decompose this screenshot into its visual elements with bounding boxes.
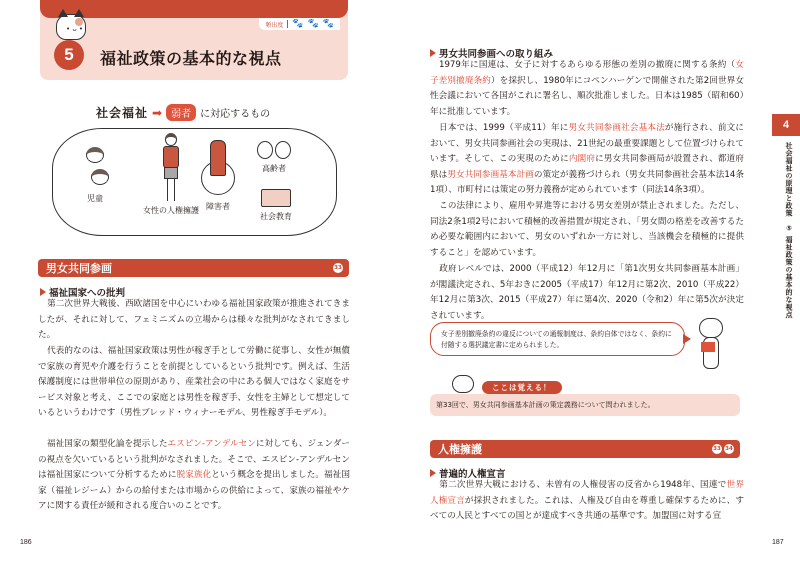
- triangle-bullet-icon: [430, 469, 436, 477]
- page-number: 187: [772, 539, 784, 546]
- paw-icon: 🐾: [307, 18, 319, 29]
- paragraph: 第二次世界大戦における、未曽有の人権侵害の反省から1948年、国連で世界人権宣言が採択されました。これは、人権及び自由を尊重し確保するために、すべての人民とすべての国とが達成すべき共通の基準です。加盟国に対する宣: [430, 480, 744, 522]
- right-page: [400, 0, 800, 568]
- paragraph: 日本では、1999（平成11）年に男女共同参画社会基本法が施行され、前文において、男女共同参画社会の実現は、21世紀の最重要課題として位置づけられています。そして、この実現のために内閣府に男女共同参画局が設置され、都道府県は男女共同参画基本計画の策定が義務づけられ（男女共同参画社会基本法14条1項）、市町村には策定の努力義務が定められています（同法14条3項）。: [430, 123, 744, 196]
- triangle-bullet-icon: [430, 49, 436, 57]
- disabled-label: 障害者: [206, 202, 230, 211]
- exam-round-badge: 33: [334, 265, 342, 271]
- woman-icon: [161, 133, 181, 203]
- illustration-highlight: 弱者: [166, 104, 196, 121]
- cat-mascot-icon: [452, 375, 474, 393]
- subsection-title: 福祉国家への批判: [49, 288, 126, 299]
- key-term: エスピン-アンデルセン: [167, 439, 256, 449]
- children-label: 児童: [87, 194, 103, 203]
- chapter-banner: [40, 0, 348, 80]
- elderly-figure: [249, 141, 299, 174]
- paragraph: この法律により、雇用や昇進等における男女差別が禁止されました。ただし、同法2条1項2号において積極的改善措置が規定され、「男女間の格差を改善するため必要な範囲内において、男女のいずれか一方に対し、当該機会を積極的に提供すること」を認めています。: [430, 201, 744, 258]
- elderly-label: 高齢者: [262, 164, 286, 173]
- page-title: 福祉政策の基本的な視点: [100, 49, 282, 68]
- wheelchair-icon: [201, 161, 235, 195]
- arrow-right-icon: ➡: [152, 105, 163, 120]
- key-term: 内閣府: [568, 154, 596, 165]
- key-term: 女子差別撤廃条約: [430, 60, 744, 86]
- page-number: 186: [20, 539, 32, 546]
- section-header-human-rights: [430, 440, 740, 458]
- key-term: 世界人権宣言: [430, 480, 744, 506]
- frequency-label: 頻出度: [265, 21, 284, 29]
- banner-top-strip: [40, 0, 348, 18]
- child-face-icon: [86, 147, 104, 163]
- paragraph: 1979年に国連は、女子に対するあらゆる形態の差別の撤廃に関する条約（女子差別撤廃条約）を採択し、1980年にコペンハーゲンで開催された第2回世界女性会議において各国がこれに署名し、順次批准しました。日本は1985（昭和60）年に批准しています。: [430, 60, 744, 117]
- key-term: 男女共同参画社会基本法: [568, 123, 665, 133]
- speech-bubble-tail: [683, 334, 691, 344]
- paragraph: 福祉国家の類型化論を提示したエスピン-アンデルセンに対しても、ジェンダーの視点を欠いているという批判がなされました。そこで、エスピン-アンデルセンは福祉国家について分析するために脱家族化という概念を提出しました。福祉国家（福祉レジーム）からの給付または市場からの供給によって、家族の福祉やケアに関する責任が緩和される度合いのことです。: [38, 439, 350, 512]
- book-icon: [261, 189, 291, 207]
- illustration-lead-term: 社会福祉: [96, 106, 149, 120]
- memo-box: 第33回で、男女共同参画基本計画の策定義務について問われました。: [430, 394, 740, 416]
- child-face-icon: [91, 169, 109, 185]
- paw-icon: 🐾: [292, 18, 304, 29]
- side-running-title: 社会福祉の原理と政策 ⑤ 福祉政策の基本的な視点: [785, 142, 793, 319]
- exam-badges: [712, 444, 734, 454]
- education-figure: [253, 189, 299, 222]
- section-title: 男女共同参画: [46, 262, 112, 275]
- cat-reading-icon: [697, 318, 727, 372]
- chapter-number-badge: 5: [54, 40, 84, 70]
- frequency-divider: [287, 20, 288, 28]
- key-term: 男女共同参画基本計画: [447, 169, 534, 180]
- children-figure: [81, 147, 109, 204]
- women-rights-label: 女性の人権擁護: [143, 206, 199, 215]
- elderly-faces-icon: [249, 141, 299, 161]
- exam-badges: [333, 263, 343, 273]
- woman-figure: [131, 133, 211, 216]
- paragraph: 第二次世界大戦後、西欧諸国を中心にいわゆる福祉国家政策が推進されてきましたが、それに対して、フェミニズムの立場からは様々な批判がなされてきました。: [38, 299, 350, 341]
- memo-label: ここは覚える！: [482, 381, 562, 394]
- section-title: 人権擁護: [438, 443, 482, 456]
- exam-round-badge: 33: [713, 446, 721, 452]
- frequency-indicator: [259, 18, 340, 30]
- education-label: 社会教育: [260, 212, 292, 221]
- chapter-side-tab[interactable]: 4: [772, 114, 800, 136]
- disabled-figure: [201, 161, 235, 212]
- paragraph: 政府レベルでは、2000（平成12）年12月に「第1次男女共同参画基本計画」が閣議決定され、5年おきに2005（平成17）年12月に第2次、2010（平成22）年12月に第3次、2015（平成27）年に第4次、2020（令和2）年に第5次が決定されています。: [430, 264, 744, 321]
- illustration-caption: [96, 104, 270, 121]
- cat-mascot-icon: • ᴗ •: [56, 14, 86, 40]
- key-term: 脱家族化: [176, 470, 212, 481]
- subsection-title: 普遍的人権宣言: [439, 469, 506, 480]
- thought-cloud: [52, 128, 337, 236]
- welfare-illustration: [40, 100, 350, 240]
- exam-round-badge: 34: [725, 446, 733, 452]
- speech-bubble: 女子差別撤廃条約の違反についての通報制度は、条約自体ではなく、条約に付随する選択議定書に定められました。: [430, 322, 685, 356]
- triangle-bullet-icon: [40, 288, 46, 296]
- paw-icon: 🐾: [322, 18, 334, 29]
- paragraph: 代表的なのは、福祉国家政策は男性が稼ぎ手として労働に従事し、女性が無償で家族の育児や介護を行うことを前提としているという批判です。例えば、生活保護制度には世帯単位の原則があり、産業社会の中にある個人ではなく家庭をサービス対象と考え、ここでの家庭とは男性を稼ぎ手、女性を主婦として想定しているというわけです（男性ブレッド・ウィナーモデル、男性稼ぎ手モデル）。: [38, 346, 350, 419]
- subsection-title: 男女共同参画への取り組み: [439, 49, 554, 60]
- illustration-caption-rest: に対応するもの: [200, 109, 271, 120]
- section-header-gender-equality: [38, 259, 349, 277]
